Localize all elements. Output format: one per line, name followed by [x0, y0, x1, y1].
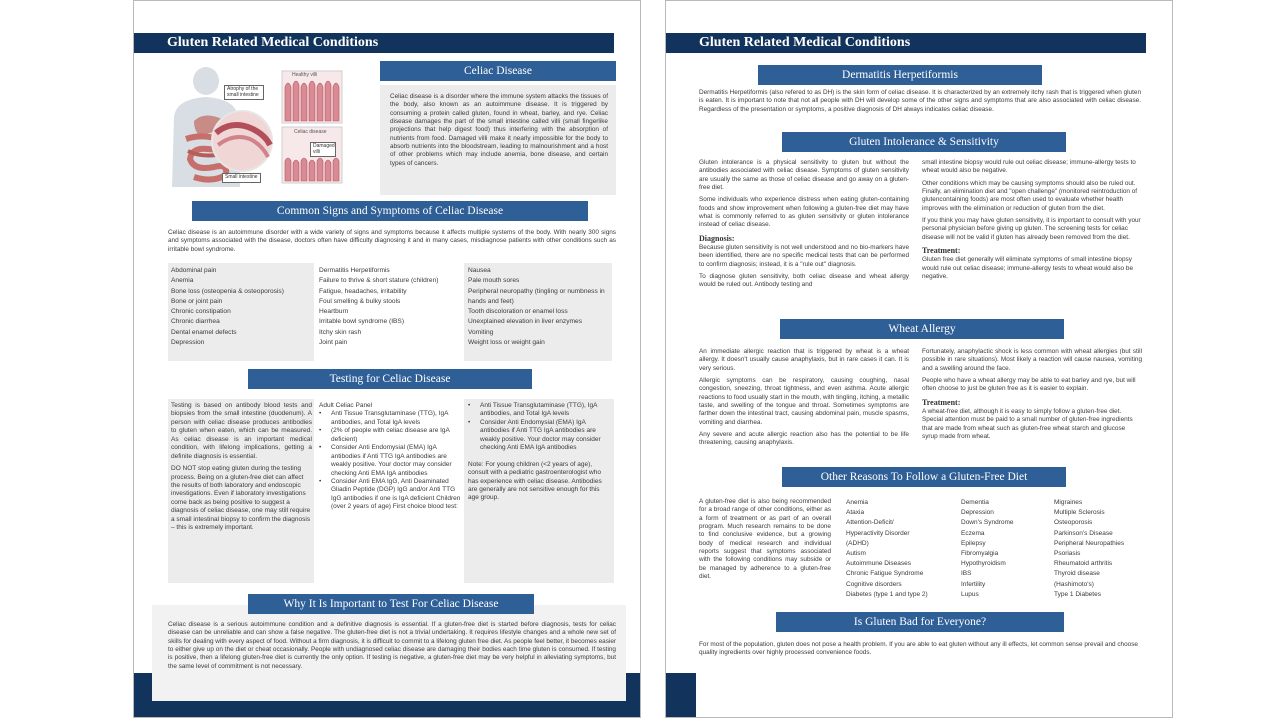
symptom-item: Irritable bowl syndrome (IBS)	[319, 318, 405, 326]
symptom-item: Dental enamel defects	[171, 328, 237, 336]
intestine-illustration-graphic	[164, 67, 374, 187]
section-title-why: Why It Is Important to Test For Celiac Disease	[248, 594, 534, 614]
footer-bar-right	[666, 673, 696, 717]
testing-panel-item: • Anti Tissue Transglutaminase (TTG), IgA antibodies, and Total IgA levels	[319, 410, 461, 427]
symptom-item: Depression	[171, 339, 205, 347]
condition-item: Depression	[961, 509, 994, 517]
condition-item: Epilepsy	[961, 539, 986, 547]
symptom-item: Failure to thrive & short stature (children)	[319, 277, 439, 285]
wheat-paragraph: Fortunately, anaphylactic shock is less common with wheat allergies (but still possible in rare situations). Most likely a reaction will cause nausea, vomiting and a swelling around the face.	[922, 348, 1142, 372]
condition-item: Type 1 Diabetes	[1054, 590, 1101, 598]
condition-item: Fibromyalgia	[961, 550, 999, 558]
gi-left-col	[699, 159, 909, 294]
intestine-illustration	[164, 67, 374, 187]
condition-item: Eczema	[961, 529, 985, 537]
gi-treatment-text: Gluten free diet generally will eliminate symptoms of small intestine biopsy would rule out celiac disease; immune-allergy tests to wheat would also be negative.	[922, 256, 1134, 280]
symptom-item: Abdominal pain	[171, 267, 217, 274]
condition-item: Chronic Fatigue Syndrome	[846, 570, 924, 578]
symptom-item: Bone or joint pain	[171, 297, 223, 305]
testing-children-item: • Consider Anti Endomysial (EMA) IgA antibodies if Anti TTG IgA antibodies are weakly positive. Your doctor may consider checking Anti EMA IgA antibodies	[468, 419, 612, 453]
right-page	[665, 0, 1173, 718]
signs-intro: Celiac disease is an autoimmune disorder with a wide variety of signs and symptoms because it affects multiple systems of the body. With nearly 300 signs and symptoms associated with the disease, doctors often have difficulty diagnosing it and in many cases, misdiagnose patients with other conditions such as irritable bowl syndrome.	[168, 229, 616, 253]
label-celiac: Celiac disease	[294, 129, 327, 135]
condition-item: Lupus	[961, 590, 979, 598]
symptom-item: Fatigue, headaches, irritability	[319, 287, 407, 295]
section-title-signs: Common Signs and Symptoms of Celiac Disease	[192, 201, 588, 221]
label-villi-atrophy: Atrophy of the small intestine	[224, 85, 264, 100]
wheat-treatment-heading: Treatment:	[922, 397, 961, 407]
symptoms-list-col3	[468, 266, 612, 348]
symptom-item: Joint pain	[319, 339, 348, 347]
symptoms-list-col2	[319, 266, 459, 348]
testing-panel-heading: Adult Celiac Panel	[319, 402, 373, 409]
condition-item: Diabetes (type 1 and type 2)	[846, 590, 928, 598]
symptom-item: Dermatitis Herpetiformis	[319, 267, 390, 274]
celiac-description: Celiac disease is a disorder where the immune system attacks the tissues of the body, also known as an autoimmune disease. It is triggered by consuming a protein called gluten, found in wheat, barley, and rye. Celiac disease damages the part of the small intestine called villi (small fingerlike projections that help digest food) thus interfering with the absorption of nutrients from food. Damaged villi make it nearly impossible for the body to absorb nutrients into the bloodstream, leading to malnourishment and a host of other problems which may include anemia, bone disease, and certain types of cancers.	[390, 93, 608, 167]
symptom-item: Pale mouth sores	[468, 277, 520, 285]
section-title-gi: Gluten Intolerance & Sensitivity	[782, 132, 1066, 152]
section-title-other: Other Reasons To Follow a Gluten-Free Diet	[782, 467, 1066, 487]
condition-item: Migraines	[1054, 499, 1083, 506]
dh-text: Dermatitis Herpetiformis (also refered to as DH) is the skin form of celiac disease. It is characterized by an extremely itchy rash that is triggered when gluten is eaten. It is important to note that not all people with DH will develop some of the other signs and symptoms that are also associated with celiac disease. Regardless of the presentation or symptoms, a positive diagnosis of DH always indicates celiac disease.	[699, 89, 1141, 113]
symptom-item: Foul smelling & bulky stools	[319, 297, 401, 305]
testing-children-list	[468, 402, 612, 453]
gi-paragraph: Other conditions which may be causing symptoms should also be ruled out. Finally, an elimination diet and "open challenge" (monitored reintroduction of glutencontaining foods) are most often used to evaluate whether health improves with the elimination or reduction of gluten from the diet.	[922, 179, 1138, 212]
symptom-item: Vomiting	[468, 328, 494, 336]
condition-item: Psoriasis	[1054, 550, 1081, 558]
label-damaged-villi: Damaged villi	[310, 142, 336, 157]
label-healthy-villi: Healthy villi	[292, 72, 318, 78]
why-text: Celiac disease is a serious autoimmune condition and a definitive diagnosis is essential. If a gluten-free diet is started before diagnosis, tests for celiac disease can be unreliable and can show a false negative. The gluten-free diet is not a trivial undertaking. It requires lifestyle changes and a whole new set of skills for dealing with every aspect of food. Without a firm diagnosis, it is difficult to commit to a lifelong gluten free diet. As people feel better, it becomes easier to either give up on the diet or cheat occasionally. People with undiagnosed celiac disease are damaging their bodies each time gluten is consumed. If testing is positive, then a lifelong gluten-free diet is currently the only option. If testing is negative, a gluten-free diet may be very helpful in alleviating symptoms, but the same level of commitment is not necessary.	[168, 621, 616, 670]
testing-panel-item: • (2% of people with celiac disease are IgA deficient)	[319, 427, 461, 444]
condition-item: Hyperactivity Disorder	[846, 529, 910, 537]
section-title-bad: Is Gluten Bad for Everyone?	[776, 612, 1064, 632]
gi-diagnosis-text: To diagnose gluten sensitivity, both celiac disease and wheat allergy would be ruled out. Antibody testing and	[699, 273, 909, 289]
condition-item: Autism	[846, 550, 866, 558]
symptom-item: Unexplained elevation in liver enzymes	[468, 318, 582, 326]
gi-paragraph: small intestine biopsy would rule out celiac disease; immune-allergy tests to wheat would also be negative.	[922, 159, 1136, 175]
symptoms-list-col1	[171, 266, 313, 348]
testing-panel-list	[319, 410, 461, 511]
testing-col2	[319, 402, 461, 512]
bad-text: For most of the population, gluten does not pose a health problem. If you are able to eat gluten without any ill effects, let common sense prevail and choose quality ingredients over highly processed convenience foods.	[699, 641, 1138, 657]
condition-item: Infertility	[961, 580, 986, 588]
condition-item: Rheumatoid arthritis	[1054, 560, 1113, 568]
page-banner-left: Gluten Related Medical Conditions	[134, 33, 614, 53]
testing-note: Note: For young children (<2 years of age), consult with a pediatric gastroenterologist who has experience with celiac disease. Antibodies are generally are not sensitive enough for this age group.	[468, 460, 602, 502]
symptom-item: Tooth discoloration or enamel loss	[468, 308, 568, 316]
condition-item: Ataxia	[846, 509, 865, 517]
symptom-item: Peripheral neuropathy (tingling or numbness in hands and feet)	[468, 287, 605, 305]
section-title-testing: Testing for Celiac Disease	[248, 369, 532, 389]
testing-paragraph-1: Testing is based on antibody blood tests and biopsies from the small intestine (duodenum). A person with celiac disease produces antibodies to gluten when eaten, which can be measured. As celiac disease is an important medical condition, with lifelong implications, getting a definite diagnosis is essential.	[171, 402, 312, 460]
condition-item: IBS	[961, 570, 972, 578]
condition-item: Osteoporosis	[1054, 519, 1093, 527]
left-page	[133, 0, 641, 718]
symptom-item: Bone loss (osteopenia & osteoporosis)	[171, 287, 284, 295]
wheat-paragraph: Allergic symptoms can be respiratory, causing coughing, nasal congestion, sneezing, throat tightness, and even asthma. Acute allergic reactions to food usually start in the mouth, with tingling, itching, a metallic taste, and swelling of the tongue and throat. Sometimes symptoms are farther down the intestinal tract, causing abdominal pain, muscle spasms, vomiting and diarrhea.	[699, 376, 909, 426]
condition-item: Thyroid disease	[1054, 570, 1100, 578]
condition-item: Autoimmune Diseases	[846, 560, 912, 568]
wheat-paragraph: People who have a wheat allergy may be able to eat barley and rye, but will often choose to just be gluten free as it is easier to explain.	[922, 376, 1136, 393]
symptom-item: Anemia	[171, 277, 194, 285]
symptom-item: Heartburn	[319, 308, 349, 316]
gi-paragraph: Gluten intolerance is a physical sensitivity to gluten but without the antibodies associated with celiac disease. Symptoms of gluten sensitivity are usually the same as those of celiac disease and go away on a gluten-free diet.	[699, 159, 909, 191]
gi-paragraph: If you think you may have gluten sensitivity, it is important to consult with your personal physician before giving up gluten. The screening tests for celiac disease will not be valid if gluten has already been removed from the diet.	[922, 216, 1141, 241]
label-small-intestine: Small intestine	[222, 173, 261, 183]
conditions-col2	[961, 498, 1051, 600]
condition-item: (ADHD)	[846, 539, 869, 547]
gi-paragraph: Some individuals who experience distress when eating gluten-containing foods and show improvement when following a gluten-free diet may have what is commonly referred to as gluten sensitivity or gluten intolerance instead of celiac disease.	[699, 196, 909, 229]
condition-item: Peripheral Neuropathies	[1054, 539, 1125, 547]
condition-item: Multiple Sclerosis	[1054, 509, 1105, 517]
gi-diagnosis-text: Because gluten sensitivity is not well understood and no bio-markers have been identified, there are no specific medical tests that can be performed to confirm diagnosis; instead, it is a "rule out" diagnosis.	[699, 244, 909, 268]
gi-treatment-heading: Treatment:	[922, 245, 961, 255]
testing-panel-item: • Consider Anti Endomysial (EMA) IgA antibodies if Anti TTG IgA antibodies are weakly positive. Your doctor may consider checking Anti EMA IgA antibodies	[319, 444, 461, 478]
condition-item: Anemia	[846, 499, 869, 506]
testing-panel-item: • Consider Anti EMA IgG, Anti Deaminated Gliadin Peptide (DGP) IgG and/or Anti TTG IgG antibodies if one is IgA deficient Children (over 2 years of age) First choice blood test:	[319, 478, 461, 512]
condition-item: Dementia	[961, 499, 989, 506]
testing-paragraph-2: DO NOT stop eating gluten during the testing process. Being on a gluten-free diet can affect the results of both laboratory and endoscopic investigations. Even if laboratory investigations come back as being positive to suggest a diagnosis of celiac disease, one may still require a small intestinal biopsy to confirm the diagnosis – this is extremely important.	[171, 465, 311, 532]
wheat-paragraph: An immediate allergic reaction that is triggered by wheat is a wheat allergy. It doesn't usually cause anaphylaxis, but in rare cases it can. It is very serious.	[699, 348, 909, 372]
testing-col3	[468, 402, 612, 507]
gi-right-col	[922, 159, 1142, 285]
symptom-item: Nausea	[468, 267, 491, 274]
page-banner-right: Gluten Related Medical Conditions	[666, 33, 1146, 53]
condition-item: Cognitive disorders	[846, 580, 902, 588]
condition-item: (Hashimoto's)	[1054, 580, 1094, 588]
section-title-dh: Dermatitis Herpetiformis	[758, 65, 1042, 85]
other-text: A gluten-free diet is also being recommended for a broad range of other conditions, either as a form of treatment or as part of an overall program. Much research remains to be done to find conclusive evidence, but a growing body of medical research and individual reports suggest that symptoms associated with the following conditions may subside or be managed by adherence to a gluten-free diet.	[699, 498, 831, 580]
wheat-left-col	[699, 348, 909, 452]
symptom-item: Chronic constipation	[171, 308, 231, 316]
wheat-treatment-text: A wheat-free diet, although it is easy to simply follow a gluten-free diet. Special attention must be paid to a small number of gluten-free ingredients that are made from wheat such as gluten-free wheat starch and glucose syrup made from wheat.	[922, 408, 1133, 441]
condition-item: Parkinson's Disease	[1054, 529, 1113, 537]
section-title-celiac: Celiac Disease	[380, 61, 616, 81]
wheat-paragraph: Any severe and acute allergic reaction also has the potential to be life threatening, causing anaphylaxis.	[699, 430, 909, 447]
condition-item: Attention-Deficit/	[846, 519, 894, 527]
symptom-item: Weight loss or weight gain	[468, 339, 545, 347]
symptom-item: Chronic diarrhea	[171, 318, 220, 326]
conditions-col1	[846, 498, 958, 600]
testing-col1	[171, 402, 312, 537]
gi-diagnosis-heading: Diagnosis:	[699, 233, 735, 243]
condition-item: Hypothyroidism	[961, 560, 1006, 568]
section-title-wheat: Wheat Allergy	[780, 319, 1064, 339]
wheat-right-col	[922, 348, 1142, 445]
condition-item: Down's Syndrome	[961, 519, 1014, 527]
testing-children-item: • Anti Tissue Transglutaminase (TTG), IgA antibodies, and Total IgA levels	[468, 402, 612, 419]
symptom-item: Itchy skin rash	[319, 328, 362, 336]
conditions-col3	[1054, 498, 1154, 600]
